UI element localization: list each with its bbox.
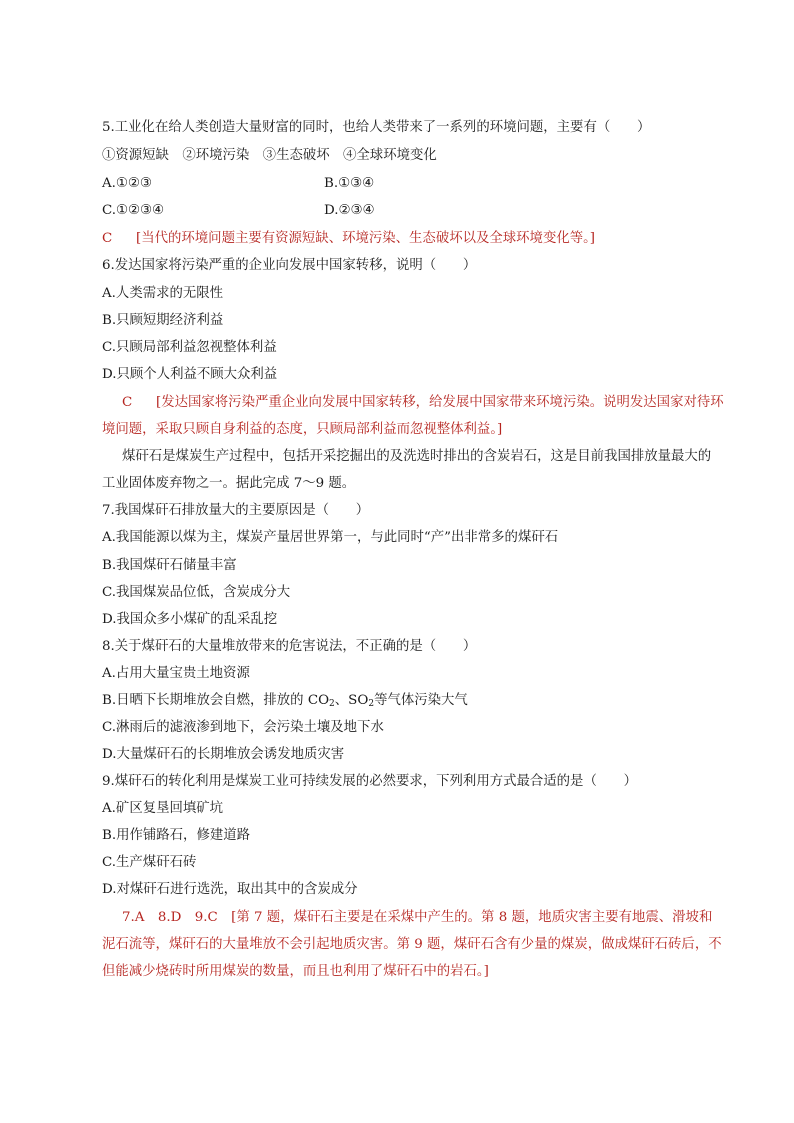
q6-option-a: A.人类需求的无限性 [102, 286, 224, 301]
passage-line2: 工业固体废弃物之一。据此完成 7～9 题。 [102, 476, 356, 491]
q8-b-sub2: 2 [368, 699, 375, 709]
ans789-line1: 7.A 8.D 9.C [第 7 题，煤矸石主要是在采煤中产生的。第 8 题，地质灾害主要有地震、滑坡和 [122, 910, 713, 925]
q9-option-a: A.矿区复垦回填矿坑 [102, 801, 224, 816]
q6-answer-line1 [122, 393, 724, 413]
q5-answer-letter: C [102, 231, 113, 246]
q6-option-c: C.只顾局部利益忽视整体利益 [102, 340, 277, 355]
q9-stem: 9.煤矸石的转化利用是煤炭工业可持续发展的必然要求，下列利用方式最合适的是（ ） [102, 774, 638, 789]
q9-option-c: C.生产煤矸石砖 [102, 855, 197, 870]
q8-option-c: C.淋雨后的滤液渗到地下，会污染土壤及地下水 [102, 720, 384, 735]
ans789-line2: 泥石流等，煤矸石的大量堆放不会引起地质灾害。第 9 题，煤矸石含有少量的煤炭，做成煤矸石砖后，不 [102, 937, 722, 952]
q5-answer-text: [当代的环境问题主要有资源短缺、环境污染、生态破坏以及全球环境变化等。] [136, 231, 596, 246]
passage-line1: 煤矸石是煤炭生产过程中，包括开采挖掘出的及洗选时排出的含炭岩石，这是目前我国排放量最大的 [122, 449, 712, 464]
q9-option-b: B.用作铺路石，修建道路 [102, 828, 251, 843]
q7-option-a: A.我国能源以煤为主，煤炭产量居世界第一，与此同时“产”出非常多的煤矸石 [102, 530, 559, 545]
ans789-line3: 但能减少烧砖时所用煤炭的数量，而且也利用了煤矸石中的岩石。] [102, 964, 489, 979]
q7-option-d: D.我国众多小煤矿的乱采乱挖 [102, 612, 278, 627]
q8-b-text1: B.日晒下长期堆放会自燃，排放的 CO [102, 693, 330, 708]
q5-answer [102, 229, 595, 249]
q8-option-b [102, 691, 468, 714]
q5-option-b: B.①③④ [324, 176, 375, 191]
q6-answer-letter: C [122, 395, 133, 410]
q8-b-text2: 、SO [334, 693, 369, 708]
q6-answer-text1: [发达国家将污染严重企业向发展中国家转移，给发展中国家带来环境污染。说明发达国家对待环 [156, 395, 724, 410]
q8-option-d: D.大量煤矸石的长期堆放会诱发地质灾害 [102, 747, 345, 762]
q5-option-a: A.①②③ [102, 176, 152, 191]
q7-option-b: B.我国煤矸石储量丰富 [102, 558, 237, 573]
q5-items: ①资源短缺 ②环境污染 ③生态破坏 ④全球环境变化 [102, 148, 437, 163]
q8-option-a: A.占用大量宝贵土地资源 [102, 666, 250, 681]
q7-option-c: C.我国煤炭品位低，含炭成分大 [102, 585, 291, 600]
q5-option-c: C.①②③④ [102, 203, 165, 218]
q5-option-d: D.②③④ [324, 203, 375, 218]
q6-answer-line2: 境问题，采取只顾自身利益的态度，只顾局部利益而忽视整体利益。] [102, 422, 503, 437]
q6-option-b: B.只顾短期经济利益 [102, 313, 224, 328]
q6-option-d: D.只顾个人利益不顾大众利益 [102, 367, 278, 382]
q9-option-d: D.对煤矸石进行选洗，取出其中的含炭成分 [102, 882, 358, 897]
q8-b-sub1: 2 [329, 699, 335, 709]
q6-stem: 6.发达国家将污染严重的企业向发展中国家转移，说明（ ） [102, 258, 477, 273]
q5-stem: 5.工业化在给人类创造大量财富的同时，也给人类带来了一系列的环境问题，主要有（ ） [102, 120, 651, 135]
q8-b-text3: 等气体污染大气 [374, 693, 468, 708]
q7-stem: 7.我国煤矸石排放量大的主要原因是（ ） [102, 503, 370, 518]
q8-stem: 8.关于煤矸石的大量堆放带来的危害说法，不正确的是（ ） [102, 639, 477, 654]
